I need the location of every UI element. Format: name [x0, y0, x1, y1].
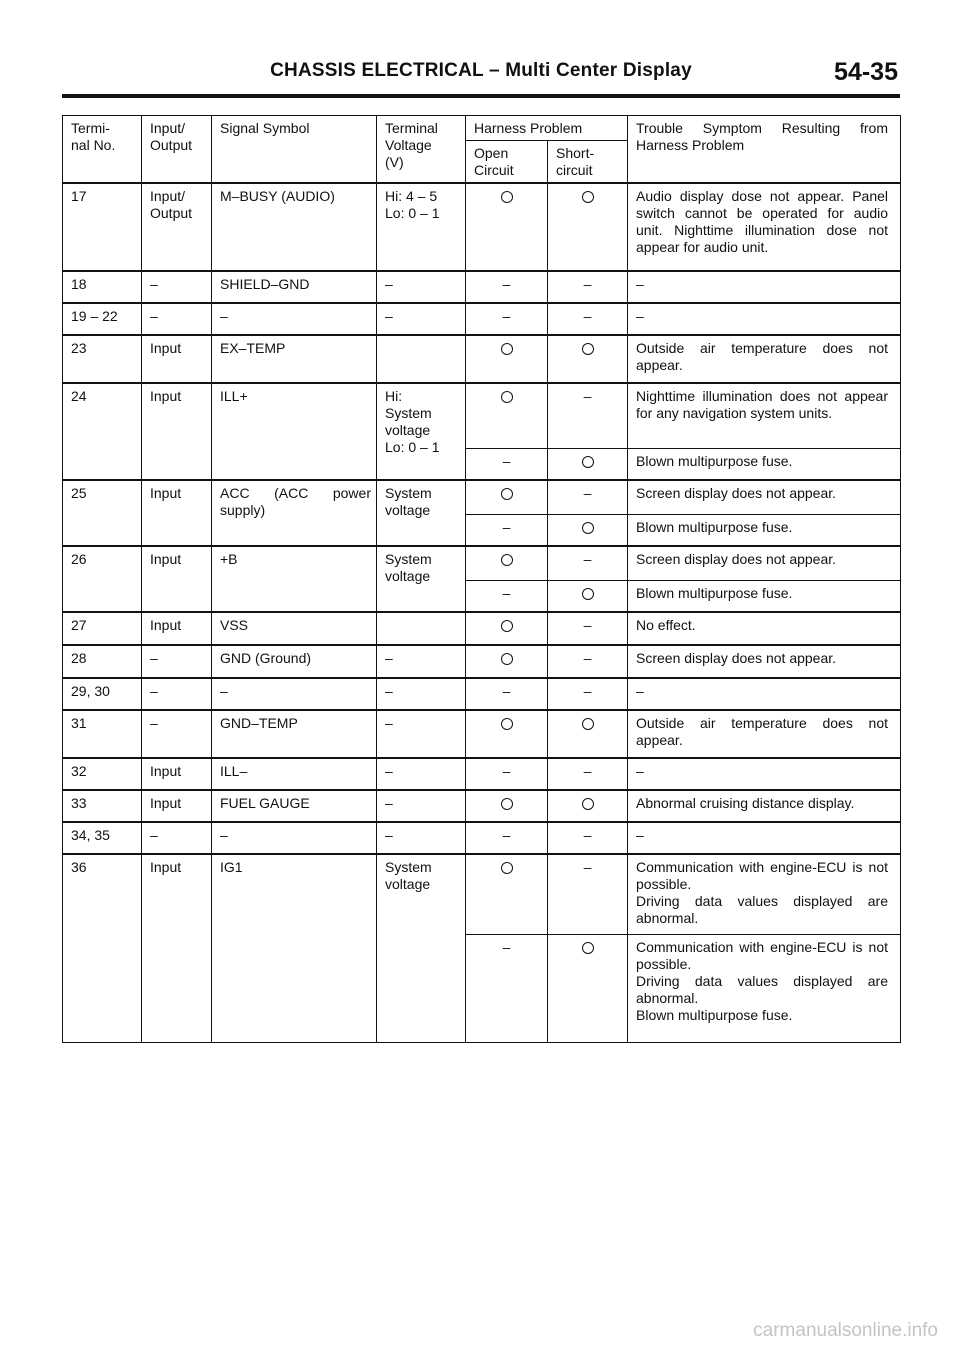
trouble-symptom-cell: –	[628, 271, 901, 303]
short-circuit-cell	[548, 822, 628, 854]
table-row	[63, 822, 901, 854]
open-circuit-cell	[466, 934, 548, 1042]
open-circuit-mark: –	[502, 452, 511, 469]
short-circuit-mark	[582, 715, 594, 734]
input-output-cell: Input	[142, 854, 212, 1042]
circle-mark-icon	[582, 456, 594, 468]
short-circuit-mark: –	[583, 650, 592, 666]
signal-symbol-cell: +B	[212, 546, 377, 612]
table-row	[63, 335, 901, 383]
trouble-symptom-cell: Communication with engine-ECU is not possible. Driving data values displayed are abnormal.	[628, 854, 901, 934]
table-row	[63, 271, 901, 303]
page-title: CHASSIS ELECTRICAL – Multi Center Display	[270, 60, 692, 81]
open-circuit-mark	[501, 388, 513, 407]
terminal-no-cell: 31	[63, 710, 142, 758]
open-circuit-mark	[501, 485, 513, 504]
input-output-cell: –	[142, 822, 212, 854]
circle-mark-icon	[501, 862, 513, 874]
terminal-no-cell: 29, 30	[63, 678, 142, 710]
trouble-symptom-cell: Outside air temperature does not appear.	[628, 335, 901, 383]
signal-symbol-cell: ACC (ACC power supply)	[212, 480, 377, 546]
signal-symbol-cell: FUEL GAUGE	[212, 790, 377, 822]
short-circuit-cell	[548, 612, 628, 645]
open-circuit-cell	[466, 790, 548, 822]
input-output-cell: Input	[142, 335, 212, 383]
short-circuit-mark: –	[583, 617, 592, 633]
short-circuit-cell	[548, 758, 628, 790]
terminal-voltage-cell: –	[377, 645, 466, 678]
signal-symbol-cell: –	[212, 822, 377, 854]
short-circuit-mark	[582, 519, 594, 538]
input-output-cell: –	[142, 645, 212, 678]
open-circuit-cell	[466, 183, 548, 271]
short-circuit-mark: –	[583, 763, 592, 779]
circle-mark-icon	[582, 343, 594, 355]
page-number: 54-35	[834, 58, 898, 86]
trouble-symptom-cell: –	[628, 758, 901, 790]
table-row	[63, 758, 901, 790]
input-output-cell: Input	[142, 758, 212, 790]
open-circuit-cell	[466, 303, 548, 335]
open-circuit-cell	[466, 335, 548, 383]
circle-mark-icon	[501, 620, 513, 632]
terminal-voltage-cell: –	[377, 758, 466, 790]
trouble-symptom-cell: Abnormal cruising distance display.	[628, 790, 901, 822]
table-header-row	[63, 116, 901, 141]
trouble-symptom-cell: –	[628, 822, 901, 854]
terminal-voltage-cell	[377, 612, 466, 645]
header-terminal-no: Termi- nal No.	[63, 116, 142, 184]
short-circuit-mark: –	[583, 485, 592, 501]
short-circuit-cell	[548, 710, 628, 758]
short-circuit-cell	[548, 546, 628, 580]
open-circuit-cell	[466, 758, 548, 790]
open-circuit-mark: –	[502, 763, 511, 779]
trouble-symptom-cell: Blown multipurpose fuse.	[628, 448, 901, 480]
trouble-symptom-cell: Outside air temperature does not appear.	[628, 710, 901, 758]
short-circuit-mark: –	[583, 551, 592, 567]
short-circuit-cell	[548, 271, 628, 303]
open-circuit-cell	[466, 854, 548, 934]
input-output-cell: –	[142, 710, 212, 758]
short-circuit-cell	[548, 790, 628, 822]
circle-mark-icon	[582, 588, 594, 600]
terminal-voltage-cell: System voltage	[377, 480, 466, 546]
signal-symbol-cell: M–BUSY (AUDIO)	[212, 183, 377, 271]
terminal-no-cell: 33	[63, 790, 142, 822]
short-circuit-cell	[548, 934, 628, 1042]
input-output-cell: Input/ Output	[142, 183, 212, 271]
terminal-voltage-cell: Hi: System voltage Lo: 0 – 1	[377, 383, 466, 480]
open-circuit-mark	[501, 650, 513, 669]
terminal-no-cell: 25	[63, 480, 142, 546]
input-output-cell: Input	[142, 383, 212, 480]
table-row	[63, 546, 901, 580]
short-circuit-mark: –	[583, 683, 592, 699]
open-circuit-mark	[501, 795, 513, 814]
circle-mark-icon	[501, 798, 513, 810]
terminal-voltage-cell: System voltage	[377, 854, 466, 1042]
terminal-voltage-cell: Hi: 4 – 5 Lo: 0 – 1	[377, 183, 466, 271]
input-output-cell: Input	[142, 612, 212, 645]
open-circuit-mark	[501, 551, 513, 570]
short-circuit-mark: –	[583, 308, 592, 324]
input-output-cell: Input	[142, 480, 212, 546]
short-circuit-mark: –	[583, 388, 592, 404]
short-circuit-cell	[548, 335, 628, 383]
short-circuit-mark	[582, 453, 594, 472]
terminal-voltage-cell: –	[377, 271, 466, 303]
terminal-no-cell: 24	[63, 383, 142, 480]
circle-mark-icon	[582, 798, 594, 810]
input-output-cell: Input	[142, 546, 212, 612]
circle-mark-icon	[501, 554, 513, 566]
signal-symbol-cell: VSS	[212, 612, 377, 645]
terminal-no-cell: 28	[63, 645, 142, 678]
table-row	[63, 678, 901, 710]
signal-symbol-cell: GND (Ground)	[212, 645, 377, 678]
open-circuit-mark	[501, 617, 513, 636]
short-circuit-mark: –	[583, 276, 592, 292]
circle-mark-icon	[501, 343, 513, 355]
trouble-symptom-cell: Screen display does not appear.	[628, 546, 901, 580]
table-row	[63, 612, 901, 645]
short-circuit-cell	[548, 480, 628, 514]
signal-symbol-cell: –	[212, 678, 377, 710]
terminal-table	[62, 115, 901, 1043]
open-circuit-mark: –	[502, 584, 511, 601]
signal-symbol-cell: ILL–	[212, 758, 377, 790]
trouble-symptom-cell: Screen display does not appear.	[628, 480, 901, 514]
terminal-voltage-cell: –	[377, 710, 466, 758]
terminal-no-cell: 19 – 22	[63, 303, 142, 335]
short-circuit-mark	[582, 585, 594, 604]
open-circuit-mark: –	[502, 518, 511, 535]
input-output-cell: –	[142, 271, 212, 303]
open-circuit-cell	[466, 546, 548, 580]
signal-symbol-cell: IG1	[212, 854, 377, 1042]
terminal-no-cell: 26	[63, 546, 142, 612]
header-trouble-symptom: Trouble Symptom Resulting from Harness Problem	[628, 116, 901, 184]
trouble-symptom-cell: Blown multipurpose fuse.	[628, 514, 901, 546]
input-output-cell: Input	[142, 790, 212, 822]
short-circuit-mark: –	[583, 827, 592, 843]
table-row	[63, 183, 901, 271]
circle-mark-icon	[582, 191, 594, 203]
terminal-voltage-cell: –	[377, 822, 466, 854]
signal-symbol-cell: EX–TEMP	[212, 335, 377, 383]
header-short-circuit: Short- circuit	[548, 141, 628, 184]
terminal-no-cell: 17	[63, 183, 142, 271]
open-circuit-cell	[466, 480, 548, 514]
trouble-symptom-cell: Blown multipurpose fuse.	[628, 580, 901, 612]
header-open-circuit: Open Circuit	[466, 141, 548, 184]
terminal-no-cell: 34, 35	[63, 822, 142, 854]
open-circuit-mark: –	[502, 938, 511, 955]
open-circuit-mark: –	[502, 683, 511, 699]
header-terminal-voltage: Terminal Voltage (V)	[377, 116, 466, 184]
terminal-voltage-cell: –	[377, 790, 466, 822]
signal-symbol-cell: ILL+	[212, 383, 377, 480]
signal-symbol-cell: SHIELD–GND	[212, 271, 377, 303]
input-output-cell: –	[142, 303, 212, 335]
header-input-output: Input/ Output	[142, 116, 212, 184]
open-circuit-cell	[466, 822, 548, 854]
trouble-symptom-cell: Audio display dose not appear. Panel switch cannot be operated for audio unit. Nighttime illumination dose not appear for audio unit.	[628, 183, 901, 271]
terminal-voltage-cell: System voltage	[377, 546, 466, 612]
terminal-no-cell: 27	[63, 612, 142, 645]
terminal-no-cell: 32	[63, 758, 142, 790]
header-signal-symbol: Signal Symbol	[212, 116, 377, 184]
table-row	[63, 645, 901, 678]
open-circuit-mark: –	[502, 308, 511, 324]
open-circuit-mark	[501, 715, 513, 734]
terminal-voltage-cell: –	[377, 678, 466, 710]
table-row	[63, 383, 901, 448]
short-circuit-mark: –	[583, 859, 592, 875]
table-row	[63, 303, 901, 335]
terminal-voltage-cell: –	[377, 303, 466, 335]
terminal-no-cell: 36	[63, 854, 142, 1042]
table-row	[63, 710, 901, 758]
short-circuit-cell	[548, 854, 628, 934]
trouble-symptom-cell: –	[628, 678, 901, 710]
open-circuit-cell	[466, 678, 548, 710]
open-circuit-cell	[466, 448, 548, 480]
short-circuit-cell	[548, 645, 628, 678]
signal-symbol-cell: GND–TEMP	[212, 710, 377, 758]
open-circuit-mark: –	[502, 276, 511, 292]
trouble-symptom-cell: Screen display does not appear.	[628, 645, 901, 678]
terminal-no-cell: 23	[63, 335, 142, 383]
short-circuit-mark	[582, 795, 594, 814]
open-circuit-cell	[466, 710, 548, 758]
open-circuit-mark	[501, 859, 513, 878]
terminal-no-cell: 18	[63, 271, 142, 303]
trouble-symptom-cell: –	[628, 303, 901, 335]
watermark: carmanualsonline.info	[753, 1320, 938, 1341]
open-circuit-cell	[466, 580, 548, 612]
short-circuit-cell	[548, 183, 628, 271]
circle-mark-icon	[501, 391, 513, 403]
open-circuit-cell	[466, 383, 548, 448]
open-circuit-mark	[501, 340, 513, 359]
short-circuit-cell	[548, 678, 628, 710]
open-circuit-cell	[466, 514, 548, 546]
short-circuit-mark	[582, 340, 594, 359]
short-circuit-cell	[548, 383, 628, 448]
table-row	[63, 480, 901, 514]
open-circuit-cell	[466, 271, 548, 303]
trouble-symptom-cell: No effect.	[628, 612, 901, 645]
open-circuit-cell	[466, 645, 548, 678]
table-row	[63, 790, 901, 822]
table-row	[63, 854, 901, 934]
trouble-symptom-cell: Nighttime illumination does not appear for any navigation system units.	[628, 383, 901, 448]
short-circuit-mark	[582, 188, 594, 207]
circle-mark-icon	[501, 488, 513, 500]
signal-symbol-cell: –	[212, 303, 377, 335]
circle-mark-icon	[582, 718, 594, 730]
page-header	[62, 58, 900, 98]
circle-mark-icon	[501, 191, 513, 203]
short-circuit-cell	[548, 303, 628, 335]
circle-mark-icon	[582, 942, 594, 954]
circle-mark-icon	[501, 653, 513, 665]
trouble-symptom-cell: Communication with engine-ECU is not possible. Driving data values displayed are abnormal. Blown multipurpose fuse.	[628, 934, 901, 1042]
short-circuit-cell	[548, 514, 628, 546]
short-circuit-mark	[582, 939, 594, 958]
short-circuit-cell	[548, 448, 628, 480]
circle-mark-icon	[582, 522, 594, 534]
input-output-cell: –	[142, 678, 212, 710]
short-circuit-cell	[548, 580, 628, 612]
header-harness-problem: Harness Problem	[466, 116, 628, 141]
circle-mark-icon	[501, 718, 513, 730]
open-circuit-cell	[466, 612, 548, 645]
open-circuit-mark: –	[502, 827, 511, 843]
open-circuit-mark	[501, 188, 513, 207]
terminal-voltage-cell	[377, 335, 466, 383]
